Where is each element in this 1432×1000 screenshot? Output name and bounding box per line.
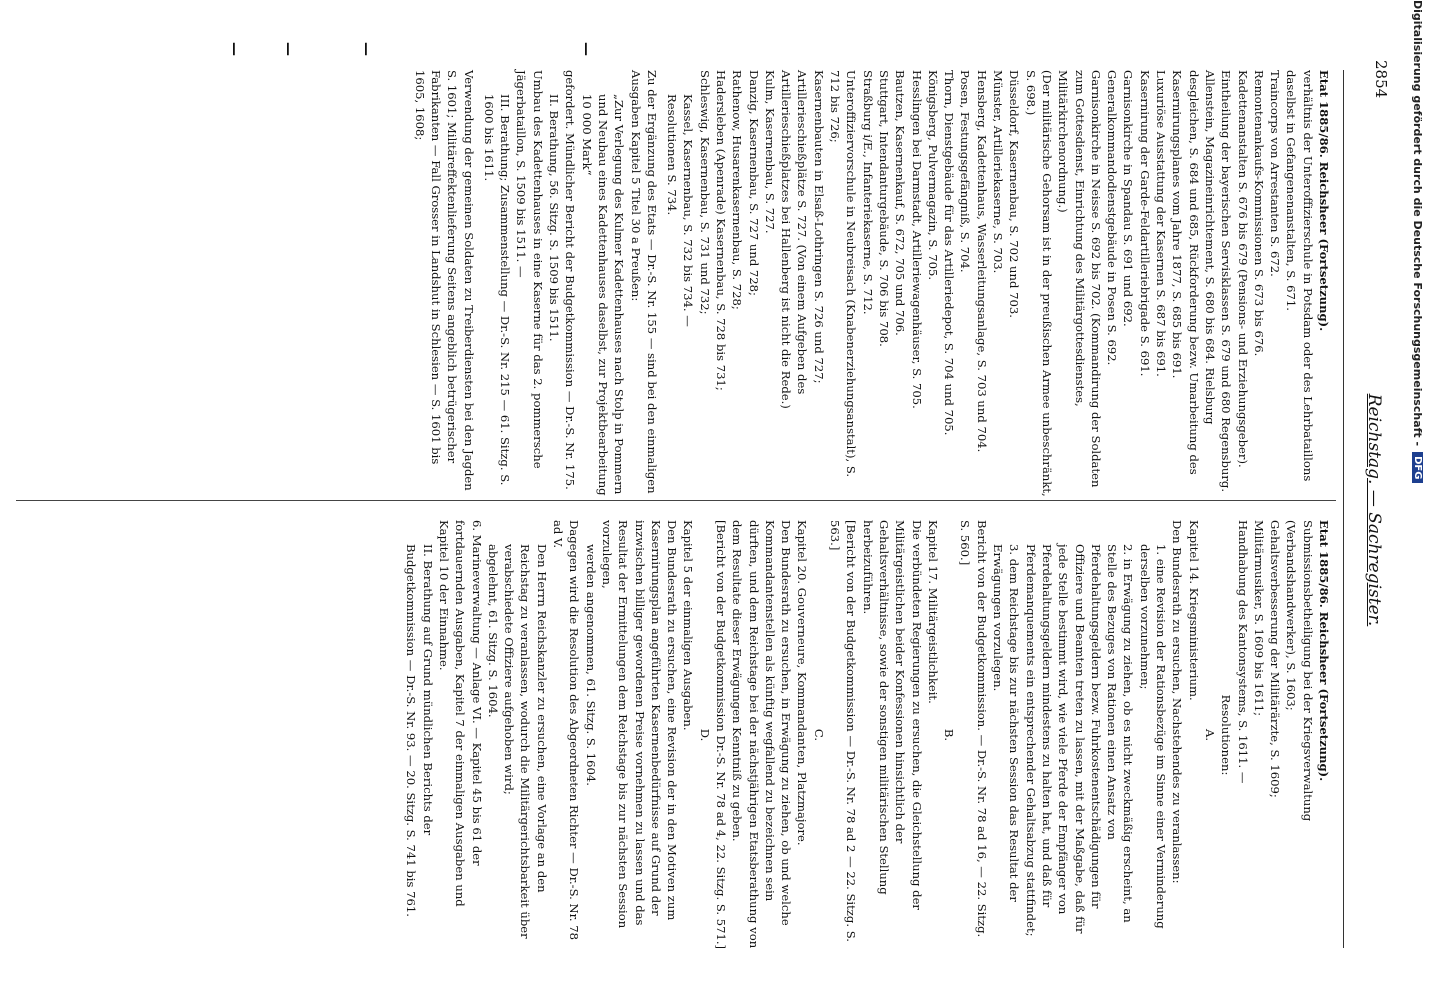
index-entry: Etat 1885/86. Reichsheer (Fortsetzung). xyxy=(1317,70,1331,332)
index-entry: Stuttgart, Intendanturgebäude, S. 706 bis 708. xyxy=(876,70,891,347)
index-entry: [Bericht von der Budgetkommission Dr.-S. Nr. 78 ad 4, 22. Sitzg. S. 571.] xyxy=(714,520,729,950)
index-entry: Münster, Artilleriekaserne, S. 703. xyxy=(991,70,1006,274)
index-entry: Generalkommandodienstgebäude in Posen S. 692. xyxy=(1105,70,1120,366)
index-entry: Düsseldorf, Kasernenbau, S. 702 und 703. xyxy=(1007,70,1022,318)
index-entry: Resolutionen: xyxy=(1219,694,1234,776)
index-entry: Straßburg i/E., Infanteriekaserne, S. 712. xyxy=(860,70,875,315)
index-entry: 3. dem Reichstage bis zur nächsten Session das Resultat der Erwägungen vorzulegen. xyxy=(991,544,1022,902)
header-rule xyxy=(1343,70,1344,948)
index-entry: 2. in Erwägung zu ziehen, ob es nicht zweckmäßig erscheint, an Stelle des Bezuges von Rationen einen Ansatz von Pferdehaltungsgeldern bezw. Fuhrkostenentschädigungen für Offiziere und Beamten treten zu lassen, mit der Maßgabe, daß für jede Stelle bestimmt wird, wie viele Pferde der Empfänger von Pferdehaltungsgeldern mindestens zu halten hat, und daß für Pferdemanquements ein entsprechender Gehaltsabzug stattfindet; xyxy=(1023,544,1136,937)
index-entry: Hensberg, Kadettenhaus, Wasserleitungsanlage, S. 703 und 704. xyxy=(974,70,989,453)
index-entry: A. xyxy=(1202,728,1217,742)
index-entry: Hadersleben (Apenrade) Kasernenbau, S. 728 bis 731; xyxy=(714,70,729,391)
index-entry: Luxuriöse Ausstattung der Kasernen S. 687 bis 691. xyxy=(1154,70,1169,377)
index-entry: Bericht von der Budgetkommission. — Dr.-S. Nr. 78 ad 16, — 22. Sitzg. S. 560.] xyxy=(958,520,989,938)
page-number: 2854 xyxy=(1372,60,1390,99)
index-entry: C. xyxy=(811,728,826,742)
index-entry: abgelehnt, 61. Sitzg. S. 1604. xyxy=(485,544,500,718)
index-entry: Thorn, Dienstgebäude für das Artilleriedepot, S. 704 und 705. xyxy=(942,70,957,436)
index-entry: Remontenankaufs-Kommissionen S. 673 bis 676. xyxy=(1251,70,1266,357)
index-entry: Dagegen wird die Resolution des Abgeordneten Richter — Dr.-S. Nr. 78 ad V. xyxy=(551,520,582,941)
right-column xyxy=(403,520,1332,950)
index-entry: Kapitel 20. Gouverneure, Kommandanten, Platzmajore. xyxy=(795,520,810,846)
index-entry: Schleswig, Kasernenbau, S. 731 und 732; xyxy=(697,70,712,315)
index-entry: II. Berathung, 56. Sitzg. S. 1509 bis 1511. xyxy=(547,94,562,342)
margin-marker: — xyxy=(578,42,594,56)
page-header xyxy=(1350,60,1390,960)
index-entry: D. xyxy=(697,728,712,742)
index-entry: Militärmusiker, S. 1609 bis 1611; xyxy=(1251,520,1266,717)
index-entry: Unteroffiziervorschule in Neubreisach (Knabenerziehungsanstalt), S. 712 bis 726; xyxy=(828,70,859,478)
index-entry: (Der militärische Gehorsam ist in der preußischen Armee unbeschränkt, S. 698.) xyxy=(1023,70,1054,497)
index-entry: Allenstein, Magazineinrichtement, S. 680 bis 684. Rielsburg desgleichen, S. 684 und 685, Rückforderung bezw. Umarbeitung des Kasernirungsplanes vom Jahre 1877, S. 685 bis 691. xyxy=(1170,70,1217,475)
index-entry: Kapitel 17. Militärgeistlichkeit. xyxy=(925,520,940,704)
index-entry: Garnisonkirche in Neisse S. 692 bis 702. (Kommandirung der Soldaten zum Gottesdienst, Einrichtung des Militärgottesdienstes, Militärkirchenordnung.) xyxy=(1056,70,1103,488)
index-entry: Rathenow, Husarenkasernenbau, S. 728; xyxy=(730,70,745,310)
index-entry: Resolutionen S. 734. xyxy=(665,94,680,216)
index-entry: Verwendung der gemeinen Soldaten zu Treiberdiensten bei den Jagden S. 1601; Militäreffektenlieferung Seitens angeblich betrügerischer Fabrikanten — Fall Grosser in Landshut in Schlesien — S. 1601 bis 1605, 1608; xyxy=(412,70,476,491)
index-entry: II. Berathung auf Grund mündlichen Berichts der Budgetkommission — Dr.-S. Nr. 93. — 20. Sitzg. S. 741 bis 761. xyxy=(404,544,435,917)
index-entry: Submissionsbetheiligung bei der Kriegsverwaltung (Verbandshandwerker), S. 1603; xyxy=(1284,520,1315,822)
digitization-credit xyxy=(1408,0,1428,1000)
index-entry: Kasernenbauten in Elsaß-Lothringen S. 726 und 727; Artillerieschießplätze S. 727. (Von einem Aufgeben des Artillerieschießplatzes bei Hallenberg ist nicht die Rede.) xyxy=(779,70,826,409)
index-entry: Kasernirung der Garde-Feldartilleriebrigade S. 691. xyxy=(1137,70,1152,377)
index-entry: III. Berathung; Zusammenstellung — Dr.-S. Nr. 215 — 61. Sitzg. S. 1600 bis 1611. xyxy=(481,94,513,486)
dfg-logo: DFG xyxy=(1413,452,1424,483)
index-entry: verhältnis der Unteroffizierschule in Potsdam oder des Lehrbataillons daselbst in Gefangenenanstalten, S. 671. xyxy=(1284,70,1315,482)
index-entry: Zu der Ergänzung des Etats — Dr.-S. Nr. 155 — sind bei den einmaligen Ausgaben Kapitel 5 Titel 30 a Preußen: xyxy=(628,70,659,494)
index-entry: Garnisonkirche in Spandau S. 691 und 692. xyxy=(1121,70,1136,327)
index-entry: Gehaltsverbesserung der Militärärzte, S. 1609; xyxy=(1268,520,1283,798)
index-entry: 1. eine Revision der Rationsbezüge im Sinne einer Verminderung derselben vorzunehmen; xyxy=(1137,544,1169,929)
running-title: Reichstag. — Sachregister. xyxy=(1364,393,1384,627)
digitization-credit-text: Digitalisierung gefördert durch die Deutsche Forschungsgemeinschaft - xyxy=(1411,0,1425,447)
index-entry: 6. Marineverwaltung — Anlage VI. — Kapitel 45 bis 61 der fortdauernden Ausgaben, Kapitel 7 der einmaligen Ausgaben und Kapitel 10 der Einnahme. xyxy=(436,520,484,907)
index-entry: [Bericht von der Budgetkommission — Dr.-S. Nr. 78 ad 2 — 22. Sitzg. S. 563.] xyxy=(828,520,859,942)
margin-marker: — xyxy=(226,42,242,56)
index-entry: Königsberg, Pulvermagazin, S. 705. xyxy=(925,70,940,281)
index-entry: Eintheilung der bayerischen Servisklassen S. 679 und 680 Regensburg. xyxy=(1219,70,1234,493)
index-entry: Kassel, Kasernenbau, S. 732 bis 734. — xyxy=(681,94,696,327)
index-entry: „Zur Verlegung des Kulmer Kadettenhauses nach Stolp in Pommern und Neubau eines Kadettenhauses daselbst, zur Projektbearbeitung 10 000 Mark“ xyxy=(579,94,627,496)
index-entry: gefordert. Mündlicher Bericht der Budgetkommission — Dr.-S. Nr. 175. xyxy=(563,70,578,490)
index-entry: Kadettenanstalten S. 676 bis 679 (Pensions- und Erziehungsgeber). xyxy=(1235,70,1250,468)
margin-marker: — xyxy=(358,42,374,56)
index-entry: Bautzen, Kasernenkauf, S. 672, 705 und 706. xyxy=(893,70,908,336)
index-entry: Handhabung des Kantonsystems, S. 1611. — xyxy=(1235,520,1250,784)
index-entry: Die verbündeten Regierungen zu ersuchen, die Gleichstellung der Militärgeistlichen beider Konfessionen hinsichtlich der Gehaltsverhältnisse, sowie der sonstigen militärischen Stellung herbeizuführen. xyxy=(860,520,924,910)
column-divider xyxy=(16,500,1336,501)
left-column xyxy=(411,70,1332,500)
index-entry: Umbau des Kadettenhauses in eine Kaserne für das 2. pommersche Jägerbataillon, S. 1509 bis 1511. — xyxy=(514,70,545,469)
index-entry: Den Bundesrath zu ersuchen, in Erwägung zu ziehen, ob und welche Kommandantenstellen als künftig wegfallend zu bezeichnen sein dürften, und dem Reichstage bei der nächstjährigen Etatsberathung von dem Resultate dieser Erwägungen Kenntniß zu geben. xyxy=(730,520,794,949)
index-entry: Kapitel 14. Kriegsministerium. xyxy=(1186,520,1201,701)
index-entry: Den Herrn Reichskanzler zu ersuchen, eine Vorlage an den Reichstag zu veranlassen, wodurch die Militärgerichtsbarkeit über verabschiedete Offiziere aufgehoben wird; xyxy=(502,544,549,939)
index-entry: B. xyxy=(942,728,957,742)
index-entry: Kulm, Kasernenbau, S. 727. xyxy=(762,70,777,234)
index-entry: Den Bundesrath zu ersuchen, eine Revision der in den Motiven zum Kasernirungsplan angeführten Kasernenbedürfnisse auf Grund der inzwischen billiger gewordenen Preise vornehmen zu lassen und das Resultat der Ermittelungen dem Reichstage bis zur nächsten Session vorzulegen, xyxy=(599,520,680,929)
index-entry: Etat 1885/86. Reichsheer (Fortsetzung). xyxy=(1317,520,1331,782)
index-entry: Kapitel 5 der einmaligen Ausgaben. xyxy=(681,520,696,731)
index-entry: Den Bundesrath zu ersuchen, Nachstehendes zu veranlassen: xyxy=(1170,520,1185,884)
index-entry: Hesslingen bei Darmstadt, Artilleriewagenhäuser, S. 705. xyxy=(909,70,924,409)
index-entry: Posen, Festungsgefängniß, S. 704. xyxy=(958,70,973,273)
index-entry: werden angenommen, 61. Sitzg. S. 1604. xyxy=(583,544,598,786)
index-entry: Danzig, Kasernenbau, S. 727 und 728; xyxy=(746,70,761,296)
margin-marker: — xyxy=(280,42,296,56)
index-entry: Traincorps von Arrestanten S. 672. xyxy=(1268,70,1283,277)
